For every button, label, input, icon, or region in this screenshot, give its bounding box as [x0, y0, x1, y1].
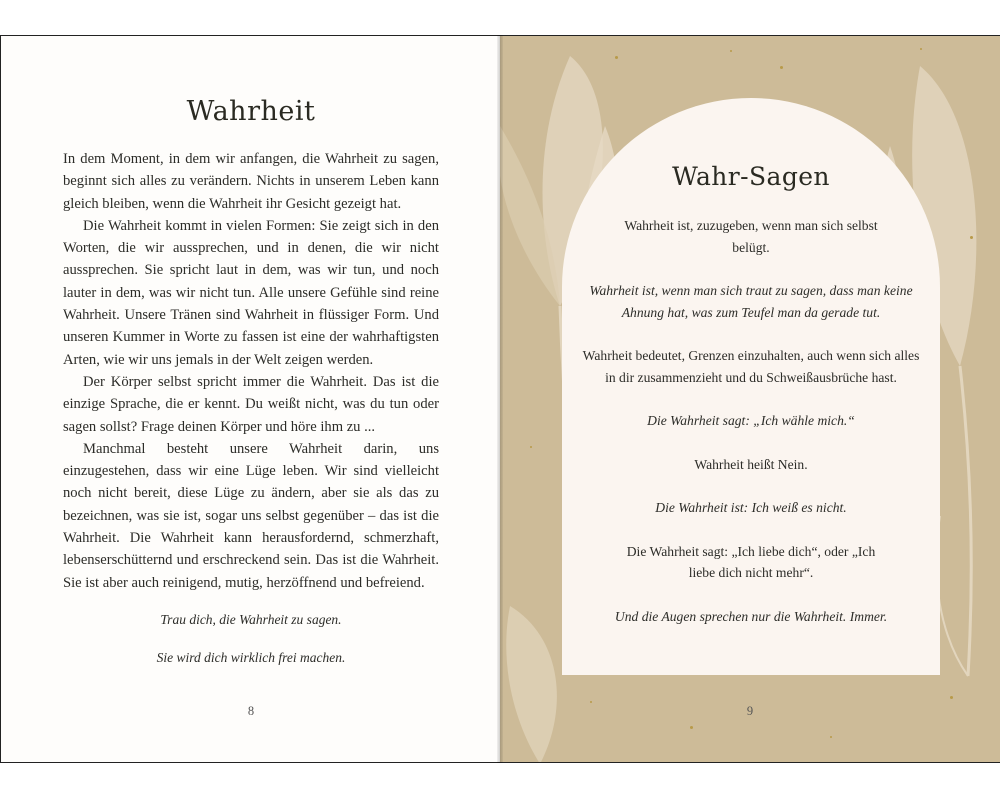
right-page-body	[562, 215, 940, 649]
right-page-title: Wahr-Sagen	[672, 162, 830, 191]
truth-line-4: Die Wahrheit sagt: „Ich wähle mich.“	[647, 413, 855, 428]
speck-decoration	[730, 50, 732, 52]
speck-decoration	[920, 48, 922, 50]
speck-decoration	[615, 56, 618, 59]
page-number-left: 8	[247, 704, 255, 718]
speck-decoration	[530, 446, 532, 448]
speck-decoration	[690, 726, 693, 729]
left-page-quotes	[1, 612, 500, 688]
paragraph-2: Die Wahrheit kommt in vielen Formen: Sie zeigt sich in den Worten, die wir aussprechen, und in denen, die wir nicht aussprechen. Sie spricht laut in dem, was wir tun, und noch lauter in dem, was wir nicht tun. Alle unsere Gefühle sind reine Wahrheit. Unsere Tränen sind Wahrheit in flüssiger Form. Und unseren Kummer in Worte zu fassen ist eine der wahrhaftigsten Arten, wie wir uns jemals in der Welt zeigen werden.	[63, 217, 439, 368]
speck-decoration	[970, 236, 973, 239]
quote-1: Trau dich, die Wahrheit zu sagen.	[160, 612, 342, 627]
paragraph-4: Manchmal besteht unsere Wahrheit darin, uns einzugestehen, dass wir eine Lüge leben. Wir sind vielleicht noch nicht bereit, diese Lüge zu ändern, aber sie als das zu bezeichnen, was sie ist, sogar uns selbst gegenüber – das ist die Wahrheit. Die Wahrheit kann herausfordernd, schmerzhaft, lebenserschütternd und erschreckend sein. Das ist die Wahrheit. Sie ist aber auch reinigend, mutig, herzöffnend und befreiend.	[63, 440, 439, 591]
quote-2: Sie wird dich wirklich frei machen.	[156, 650, 346, 665]
truth-line-5: Wahrheit heißt Nein.	[694, 456, 808, 472]
truth-line-1: Wahrheit ist, zuzugeben, wenn man sich selbst belügt.	[624, 218, 878, 255]
book-gutter	[497, 35, 503, 763]
right-page	[500, 35, 1000, 763]
speck-decoration	[950, 696, 953, 699]
paragraph-3: Der Körper selbst spricht immer die Wahrheit. Das ist die einzige Sprache, die er kennt. Du weißt nicht, was du tun oder sagen sollst? Frage deinen Körper und höre ihm zu ...	[63, 373, 439, 435]
speck-decoration	[830, 736, 832, 738]
truth-line-7: Die Wahrheit sagt: „Ich liebe dich“, oder „Ich liebe dich nicht mehr“.	[626, 543, 876, 580]
truth-line-3: Wahrheit bedeutet, Grenzen einzuhalten, auch wenn sich alles in dir zusammenzieht und du Schweißausbrüche hast.	[582, 348, 920, 385]
speck-decoration	[590, 701, 592, 703]
left-page-body	[63, 148, 439, 594]
paragraph-1: In dem Moment, in dem wir anfangen, die Wahrheit zu sagen, beginnt sich alles zu verändern. Nichts in unserem Leben kann gleich bleiben, wenn die Wahrheit ihr Gesicht gezeigt hat.	[63, 151, 439, 212]
speck-decoration	[780, 66, 783, 69]
page-number-right: 9	[746, 704, 754, 718]
book-spread	[0, 35, 1000, 763]
truth-line-8: Und die Augen sprechen nur die Wahrheit. Immer.	[614, 608, 888, 624]
truth-line-6: Die Wahrheit ist: Ich weiß es nicht.	[655, 500, 847, 515]
left-page	[0, 35, 500, 763]
truth-line-2: Wahrheit ist, wenn man sich traut zu sagen, dass man keine Ahnung hat, was zum Teufel man da gerade tut.	[589, 283, 913, 320]
left-page-title: Wahrheit	[186, 96, 316, 127]
